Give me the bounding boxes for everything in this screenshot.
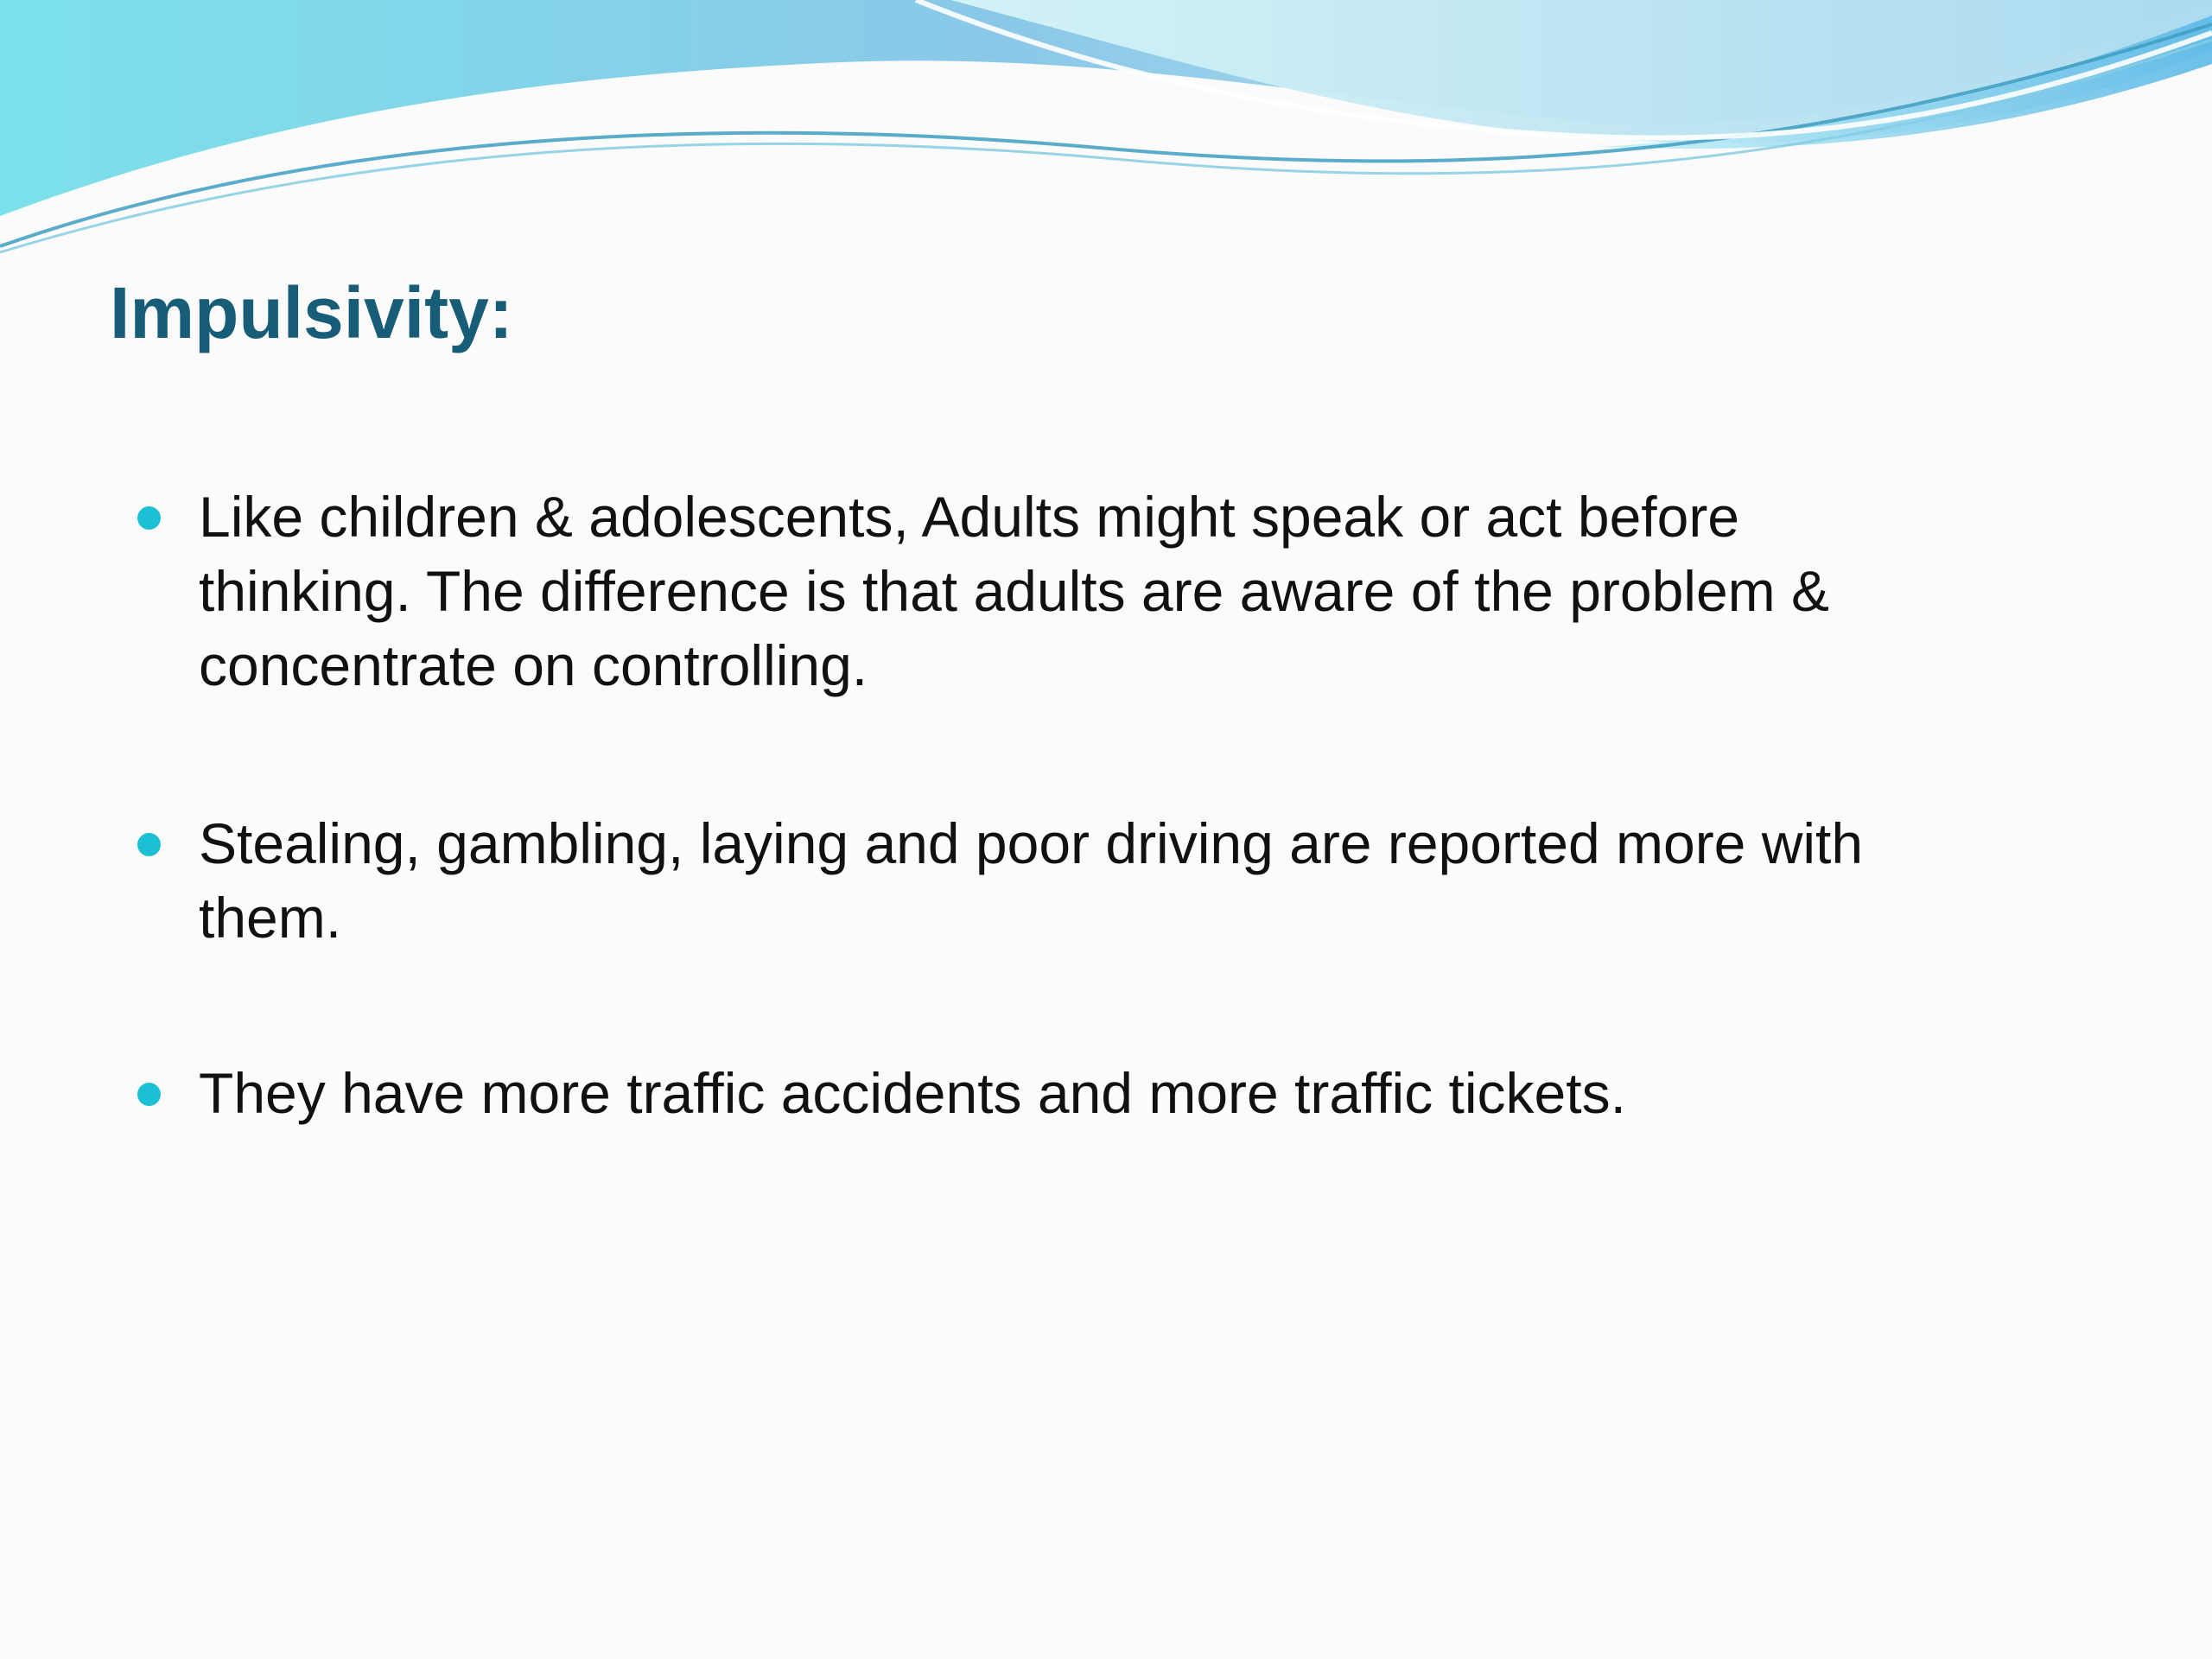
bullet-text-line: Like children & adolescents, Adults might speak or act before [199, 485, 1739, 549]
bullet-text-line: They have more traffic accidents and more traffic tickets. [199, 1061, 1626, 1125]
bullet-item [199, 1056, 2048, 1130]
bullet-dot-icon [137, 506, 161, 530]
slide-title: Impulsivity: [110, 272, 513, 353]
bullet-dot-icon [137, 833, 161, 856]
bullet-dot-icon [137, 1083, 161, 1106]
bullet-text-line: thinking. The difference is that adults are aware of the problem & [199, 559, 1829, 623]
bullet-item [199, 806, 2048, 955]
bullet-text-line: concentrate on controlling. [199, 633, 868, 697]
bullet-text-line: Stealing, gambling, laying and poor driving are reported more with [199, 811, 1864, 875]
bullet-item [199, 480, 2048, 702]
bullet-text-line: them. [199, 886, 342, 950]
